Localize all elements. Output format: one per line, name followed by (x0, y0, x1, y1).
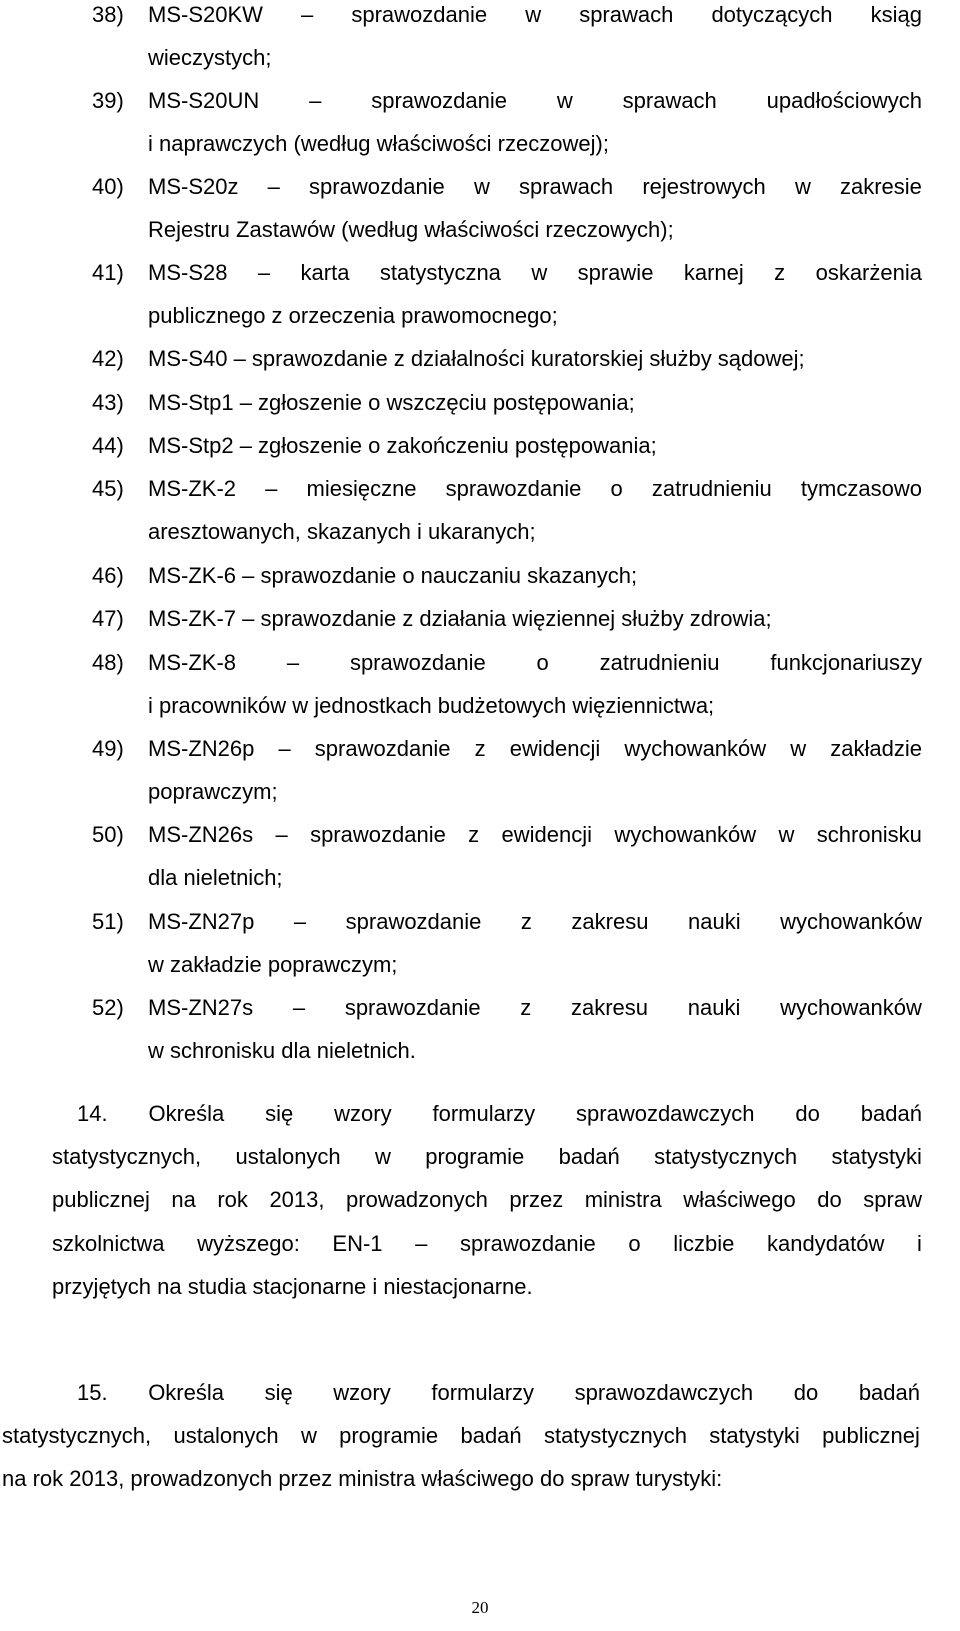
paragraph-line: statystycznych, ustalonych w programie badań statystycznych statystyki publicznej (2, 1423, 920, 1448)
item-line: MS-S20z – sprawozdanie w sprawach rejestrowych w zakresie (148, 174, 922, 199)
item-number: 49) (92, 736, 124, 761)
item-number: 47) (92, 606, 124, 631)
item-line: MS-S28 – karta statystyczna w sprawie karnej z oskarżenia (148, 260, 922, 285)
paragraph-line: szkolnictwa wyższego: EN-1 – sprawozdanie o liczbie kandydatów i (52, 1231, 922, 1256)
item-number: 39) (92, 88, 124, 113)
item-line-continued: w zakładzie poprawczym; (148, 952, 398, 977)
item-line-continued: aresztowanych, skazanych i ukaranych; (148, 519, 536, 544)
page-number: 20 (471, 1598, 489, 1617)
item-line-continued: i pracowników w jednostkach budżetowych więziennictwa; (148, 693, 715, 718)
item-number: 48) (92, 650, 124, 675)
item-line-continued: poprawczym; (148, 779, 278, 804)
item-line-continued: wieczystych; (148, 45, 272, 70)
item-line: MS-Stp2 – zgłoszenie o zakończeniu postępowania; (148, 433, 657, 458)
item-line: MS-S20UN – sprawozdanie w sprawach upadłościowych (148, 88, 922, 113)
item-line: MS-S20KW – sprawozdanie w sprawach dotyczących ksiąg (148, 2, 922, 27)
paragraph-line: na rok 2013, prowadzonych przez ministra właściwego do spraw turystyki: (2, 1466, 723, 1491)
paragraph-line: 14. Określa się wzory formularzy sprawozdawczych do badań (77, 1101, 922, 1126)
item-line-continued: Rejestru Zastawów (według właściwości rzeczowych); (148, 217, 674, 242)
item-line: MS-Stp1 – zgłoszenie o wszczęciu postępowania; (148, 390, 635, 415)
item-line-continued: publicznego z orzeczenia prawomocnego; (148, 303, 558, 328)
item-line: MS-ZN26p – sprawozdanie z ewidencji wychowanków w zakładzie (148, 736, 922, 761)
item-number: 50) (92, 822, 124, 847)
item-number: 52) (92, 995, 124, 1020)
item-number: 42) (92, 346, 124, 371)
item-number: 45) (92, 476, 124, 501)
item-number: 46) (92, 563, 124, 588)
item-line: MS-S40 – sprawozdanie z działalności kuratorskiej służby sądowej; (148, 346, 805, 371)
item-number: 40) (92, 174, 124, 199)
item-line: MS-ZN26s – sprawozdanie z ewidencji wychowanków w schronisku (148, 822, 922, 847)
item-line-continued: w schronisku dla nieletnich. (148, 1038, 416, 1063)
item-line: MS-ZK-8 – sprawozdanie o zatrudnieniu funkcjonariuszy (148, 650, 922, 675)
item-line-continued: i naprawczych (według właściwości rzeczowej); (148, 131, 609, 156)
item-number: 38) (92, 2, 124, 27)
item-number: 51) (92, 909, 124, 934)
item-line: MS-ZK-6 – sprawozdanie o nauczaniu skazanych; (148, 563, 638, 588)
item-number: 41) (92, 260, 124, 285)
item-line: MS-ZN27p – sprawozdanie z zakresu nauki wychowanków (148, 909, 922, 934)
item-number: 43) (92, 390, 124, 415)
item-number: 44) (92, 433, 124, 458)
paragraph-line: 15. Określa się wzory formularzy sprawozdawczych do badań (77, 1380, 920, 1405)
item-line: MS-ZK-7 – sprawozdanie z działania więziennej służby zdrowia; (148, 606, 772, 631)
paragraph-line: przyjętych na studia stacjonarne i niestacjonarne. (52, 1274, 533, 1299)
paragraph-line: statystycznych, ustalonych w programie badań statystycznych statystyki (52, 1144, 922, 1169)
paragraph-line: publicznej na rok 2013, prowadzonych przez ministra właściwego do spraw (52, 1187, 922, 1212)
item-line: MS-ZK-2 – miesięczne sprawozdanie o zatrudnieniu tymczasowo (148, 476, 922, 501)
item-line: MS-ZN27s – sprawozdanie z zakresu nauki wychowanków (148, 995, 922, 1020)
item-line-continued: dla nieletnich; (148, 865, 283, 890)
